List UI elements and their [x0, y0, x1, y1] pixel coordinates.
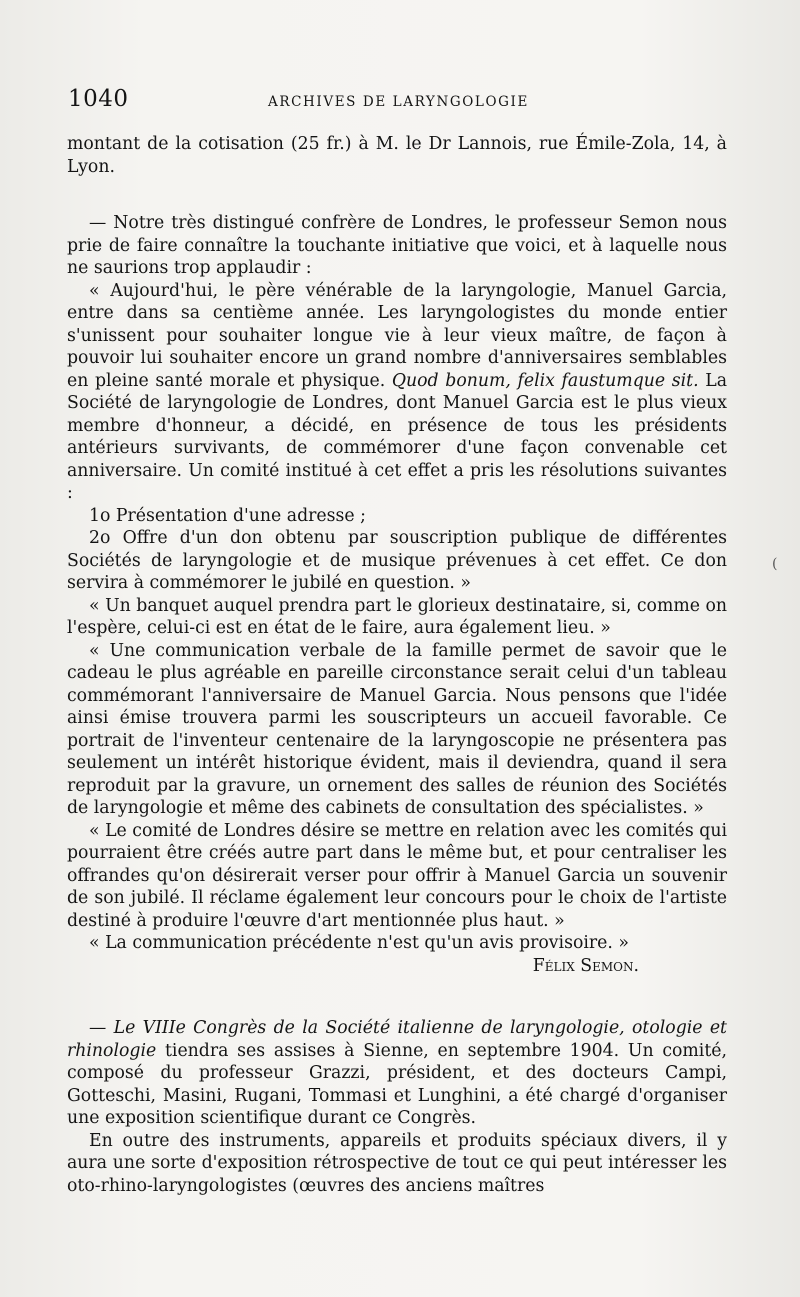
congress-text: tiendra ses assises à Sienne, en septembre 1904. Un comité, composé du professeur Grazzi, président, et des docteurs Campi, Gotteschi, Masini, Rugani, Tommasi et Lunghini, a été chargé d'organiser une exposition scientifique durant ce Congrès. — [67, 1040, 728, 1128]
garcia-text-b: La Société de laryngologie de Londres, dont Manuel Garcia est le plus vieux membre d'honneur, a décidé, en présence de tous les présidents antérieurs survivants, de commémorer d'une façon convenable cet anniversaire. Un comité institué à cet effet a pris les résolutions suivantes : — [67, 370, 727, 503]
page-header — [68, 86, 728, 120]
congress-title-2: otologie et rhinologie — [67, 1018, 728, 1061]
resolution-1: 1o Présentation d'une adresse ; — [89, 505, 366, 526]
paragraph-semon-intro: — Notre très distingué confrère de Londres, le professeur Semon nous prie de faire connaître la touchante initiative que voici, et à laquelle nous ne saurions trop applaudir : — [67, 213, 727, 278]
page-number: 1040 — [68, 86, 129, 112]
paragraph-london-committee: « Le comité de Londres désire se mettre en relation avec les comités qui pourraient être créés autre part dans le même but, et pour centraliser les offrandes qu'on désirerait verser pour offrir à Manuel Garcia un souvenir de son jubilé. Il réclame également leur concours pour le choix de l'artiste destiné à produire l'œuvre d'art mentionnée plus haut. » — [67, 820, 727, 931]
garcia-text-a: « Aujourd'hui, le père vénérable de la laryngologie, Manuel Garcia, entre dans sa centième année. Les laryngologistes du monde entier s'unissent pour souhaiter longue vie à leur vieux maître, de façon à pouvoir lui souhaiter encore un grand nombre d'anniversaires semblables en pleine santé morale et physique. — [67, 280, 727, 391]
latin-phrase: Quod bonum, felix faustumque sit. — [391, 370, 699, 391]
running-head: ARCHIVES DE LARYNGOLOGIE — [268, 94, 529, 110]
paragraph-italian-congress — [67, 1017, 727, 1130]
paragraph-cotisation: montant de la cotisation (25 fr.) à M. le Dr Lannois, rue Émile-Zola, 14, à Lyon. — [67, 134, 727, 177]
paragraph-banquet: « Un banquet auquel prendra part le glorieux destinataire, si, comme on l'espère, celui-ci est en état de le faire, aura également lieu. » — [67, 595, 727, 638]
paragraph-exposition: En outre des instruments, appareils et produits spéciaux divers, il y aura une sorte d'exposition rétrospective de tout ce qui peut intéresser les oto-rhino-laryngologistes (œuvres des anciens maîtres — [67, 1130, 727, 1196]
signature: Félix Semon. — [532, 955, 639, 976]
paragraph-portrait: « Une communication verbale de la famille permet de savoir que le cadeau le plus agréable en pareille circonstance serait celui d'un tableau commémorant l'anniversaire de Manuel Garcia. Nous pensons que l'idée ainsi émise trouvera parmi les souscripteurs un accueil favorable. Ce portrait de l'inventeur centenaire de la laryngoscopie ne présentera pas seulement un intérêt historique évident, mais il deviendra, quand il sera reproduit par la gravure, un ornement des salles de réunion des Sociétés de laryngologie et même des cabinets de consultation des spécialistes. » — [67, 640, 727, 818]
margin-mark: ( — [772, 556, 778, 572]
congress-title: — Le VIIIe Congrès de la Société italienne de laryngologie, — [89, 1018, 625, 1038]
body-text — [67, 133, 727, 1197]
paragraph-provisional: « La communication précédente n'est qu'un avis provisoire. » — [89, 933, 629, 953]
resolution-2: 2o Offre d'un don obtenu par souscription publique de différentes Sociétés de laryngologie et de musique prévenues à cet effet. Ce don servira à commémorer le jubilé en question. » — [67, 528, 727, 593]
paragraph-garcia-centenary — [67, 280, 727, 505]
